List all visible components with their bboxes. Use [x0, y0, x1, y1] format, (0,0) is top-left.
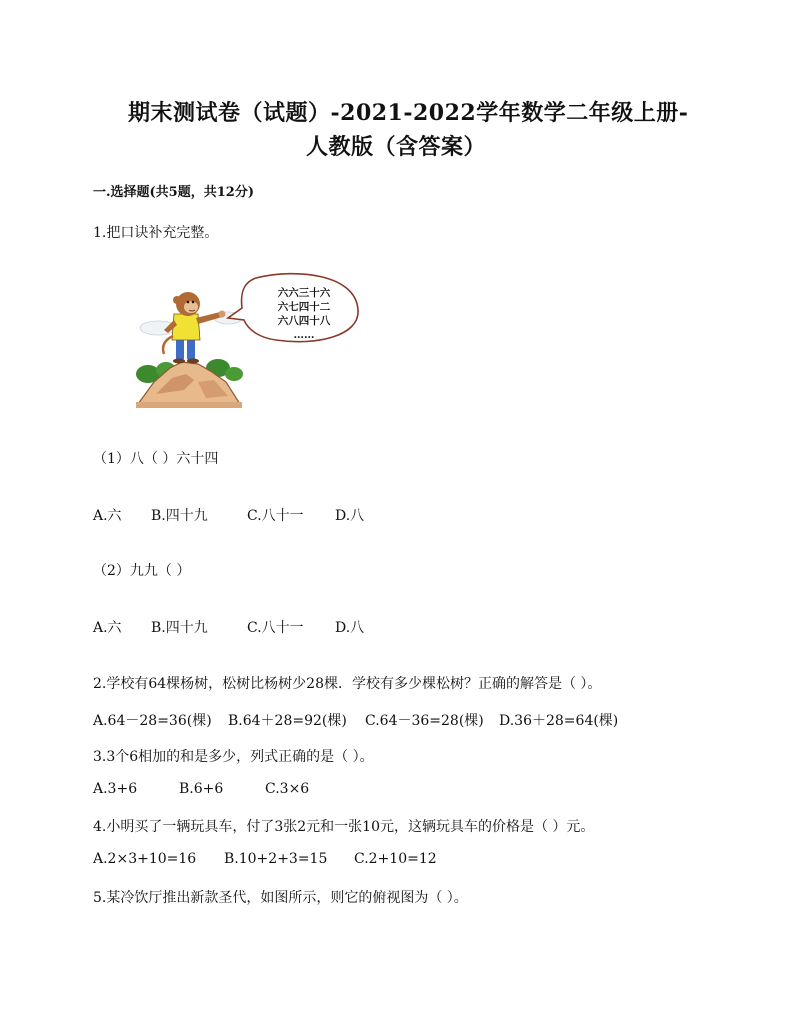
question-1-sub1-options — [93, 505, 364, 525]
option-c[interactable]: C.2+10=12 — [354, 851, 437, 867]
bubble-line-3: 六八四十八 — [277, 315, 331, 327]
monkey-illustration — [136, 270, 366, 408]
bubble-line-2: 六七四十二 — [277, 301, 331, 313]
option-d[interactable]: D.八 — [335, 620, 365, 636]
option-b[interactable]: B.64＋28=92(棵) — [228, 713, 347, 729]
option-a[interactable]: A.六 — [93, 508, 122, 524]
question-1-stem: 1.把口诀补充完整。 — [93, 225, 219, 241]
option-b[interactable]: B.10+2+3=15 — [224, 851, 328, 867]
option-c[interactable]: C.八十一 — [247, 620, 304, 636]
section-heading: 一.选择题(共5题，共12分) — [93, 185, 254, 200]
option-a[interactable]: A.六 — [93, 620, 122, 636]
option-a[interactable]: A.2×3+10=16 — [93, 851, 197, 867]
option-c[interactable]: C.八十一 — [247, 508, 304, 524]
question-3-options — [93, 781, 309, 797]
bubble-line-1: 六六三十六 — [277, 287, 331, 299]
question-1-sub2-options — [93, 617, 364, 637]
doc-title-line2: 人教版（含答案） — [306, 134, 487, 160]
doc-title-line1: 期末测试卷（试题）-2021-2022学年数学二年级上册- — [128, 100, 689, 126]
question-4-stem: 4.小明买了一辆玩具车，付了3张2元和一张10元，这辆玩具车的价格是（ ）元。 — [93, 819, 595, 835]
question-2-options — [93, 710, 618, 730]
question-5-stem: 5.某冷饮厅推出新款圣代，如图所示，则它的俯视图为（ ）。 — [93, 890, 468, 906]
option-d[interactable]: D.八 — [335, 508, 365, 524]
question-2-stem: 2.学校有64棵杨树，松树比杨树少28棵．学校有多少棵松树？正确的解答是（ ）。 — [93, 676, 602, 692]
option-a[interactable]: A.3+6 — [93, 781, 138, 797]
option-c[interactable]: C.3×6 — [265, 781, 310, 797]
question-4-options — [93, 851, 437, 867]
question-3-stem: 3.3个6相加的和是多少，列式正确的是（ ）。 — [93, 749, 374, 765]
option-d[interactable]: D.36＋28=64(棵) — [499, 713, 619, 729]
option-b[interactable]: B.四十九 — [151, 620, 208, 636]
question-1-sub2-stem: （2）九九（ ） — [93, 563, 191, 579]
speech-bubble-text — [252, 286, 356, 342]
bubble-line-4: …… — [293, 329, 315, 341]
option-b[interactable]: B.6+6 — [179, 781, 224, 797]
option-c[interactable]: C.64－36=28(棵) — [365, 713, 484, 729]
question-1-sub1-stem: （1）八（ ）六十四 — [93, 451, 219, 467]
option-a[interactable]: A.64－28=36(棵) — [93, 713, 212, 729]
option-b[interactable]: B.四十九 — [151, 508, 208, 524]
